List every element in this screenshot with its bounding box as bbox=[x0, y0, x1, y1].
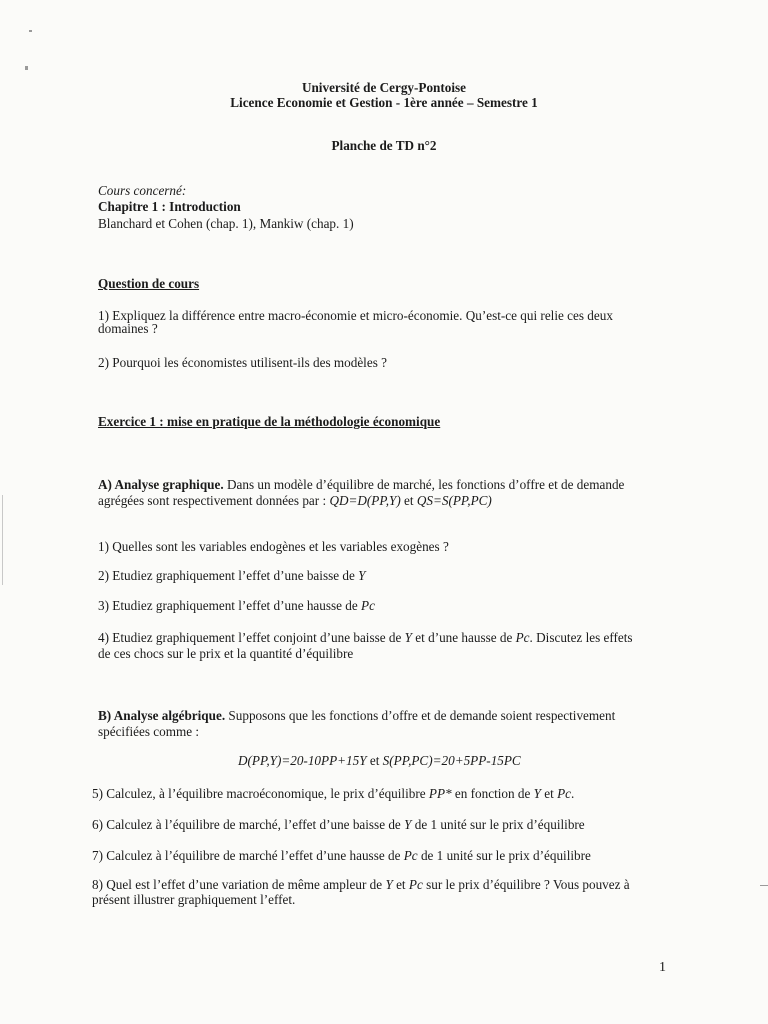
part-a-title: A) Analyse graphique. bbox=[98, 477, 224, 492]
q6-variable: Y bbox=[404, 817, 412, 832]
q5-text-d: . bbox=[571, 786, 575, 801]
course-chapter: Chapitre 1 : Introduction bbox=[98, 199, 241, 214]
q4-text-c: . Discutez les effets bbox=[529, 630, 633, 645]
university-name: Université de Cergy-Pontoise bbox=[301, 80, 467, 95]
part-b-intro-text: Supposons que les fonctions d’offre et de demande soient respectivement bbox=[225, 708, 616, 723]
supply-equation: S(PP,PC)=20+5PP-15PC bbox=[382, 753, 521, 768]
q5-variable: PP* bbox=[428, 786, 452, 801]
part-a-question-1: 1) Quelles sont les variables endogènes et les variables exogènes ? bbox=[98, 539, 449, 554]
scan-mark-left-dot bbox=[25, 66, 28, 70]
part-b-question-5 bbox=[92, 786, 574, 802]
q3-text: 3) Etudiez graphiquement l’effet d’une hausse de bbox=[98, 598, 362, 613]
q2-text: 2) Etudiez graphiquement l’effet d’une baisse de bbox=[98, 568, 359, 583]
part-a-intro-text: Dans un modèle d’équilibre de marché, les fonctions d’offre et de demande bbox=[223, 477, 625, 492]
scan-mark-left-edge bbox=[2, 495, 3, 585]
q5-text-a: 5) Calculez, à l’équilibre macroéconomique, le prix d’équilibre bbox=[92, 786, 429, 801]
demand-equation: D(PP,Y)=20-10PP+15Y bbox=[238, 753, 367, 768]
supply-formula: QS=S(PP,PC) bbox=[416, 493, 492, 508]
question-2: 2) Pourquoi les économistes utilisent-ils des modèles ? bbox=[98, 355, 387, 370]
part-a-intro-line-1 bbox=[98, 477, 624, 493]
q3-variable: Pc bbox=[361, 598, 375, 613]
part-a-intro-text-2: agrégées sont respectivement données par : bbox=[98, 493, 330, 508]
program-title: Licence Economie et Gestion - 1ère année – Semestre 1 bbox=[230, 95, 538, 110]
q5-variable-3: Pc bbox=[557, 786, 572, 801]
part-b-question-8-line-2: présent illustrer graphiquement l’effet. bbox=[92, 892, 296, 907]
page-number: 1 bbox=[659, 960, 666, 975]
scan-mark-left-top bbox=[29, 30, 32, 32]
q4-text-a: 4) Etudiez graphiquement l’effet conjoint d’une baisse de bbox=[98, 630, 405, 645]
part-b-intro-line-2: spécifiées comme : bbox=[98, 724, 200, 739]
q8-text-c: sur le prix d’équilibre ? Vous pouvez à bbox=[422, 877, 630, 892]
part-b-question-8-line-1 bbox=[92, 877, 630, 893]
q4-text-b: et d’une hausse de bbox=[411, 630, 516, 645]
formula-connector: et bbox=[400, 493, 417, 508]
q8-variable-2: Pc bbox=[408, 877, 423, 892]
q8-text-a: 8) Quel est l’effet d’une variation de même ampleur de bbox=[92, 877, 386, 892]
part-a-question-3 bbox=[98, 598, 375, 614]
q5-variable-2: Y bbox=[533, 786, 541, 801]
part-b-intro-line-1 bbox=[98, 708, 615, 724]
q5-text-b: en fonction de bbox=[451, 786, 534, 801]
q6-text-b: de 1 unité sur le prix d’équilibre bbox=[411, 817, 585, 832]
part-a-question-4-line-1 bbox=[98, 630, 633, 646]
part-a-question-4-line-2: de ces chocs sur le prix et la quantité d’équilibre bbox=[98, 646, 354, 661]
q7-variable: Pc bbox=[403, 848, 418, 863]
q8-text-b: et bbox=[392, 877, 409, 892]
question-de-cours-heading: Question de cours bbox=[98, 276, 200, 291]
q8-variable-1: Y bbox=[385, 877, 393, 892]
question-1-line-1: 1) Expliquez la différence entre macro-économie et micro-économie. Qu’est-ce qui relie ces deux bbox=[98, 308, 613, 323]
q2-variable: Y bbox=[358, 568, 366, 583]
scan-mark-right-edge bbox=[760, 885, 768, 886]
course-label: Cours concerné: bbox=[98, 183, 187, 198]
q4-variable-2: Pc bbox=[515, 630, 530, 645]
q7-text-b: de 1 unité sur le prix d’équilibre bbox=[417, 848, 591, 863]
equation-connector: et bbox=[366, 753, 383, 768]
part-b-title: B) Analyse algébrique. bbox=[98, 708, 226, 723]
part-b-question-6 bbox=[92, 817, 585, 833]
q4-variable-1: Y bbox=[404, 630, 412, 645]
exercice-1-heading: Exercice 1 : mise en pratique de la méthodologie économique bbox=[98, 414, 441, 429]
part-b-question-7 bbox=[92, 848, 591, 864]
part-a-intro-line-2 bbox=[98, 493, 492, 509]
q6-text-a: 6) Calculez à l’équilibre de marché, l’effet d’une baisse de bbox=[92, 817, 405, 832]
part-a-question-2 bbox=[98, 568, 365, 584]
q7-text-a: 7) Calculez à l’équilibre de marché l’effet d’une hausse de bbox=[92, 848, 404, 863]
part-b-equations bbox=[238, 753, 521, 769]
question-1-line-2: domaines ? bbox=[98, 321, 158, 336]
demand-formula: QD=D(PP,Y) bbox=[329, 493, 401, 508]
q5-text-c: et bbox=[540, 786, 558, 801]
sheet-title: Planche de TD n°2 bbox=[331, 138, 437, 153]
course-references: Blanchard et Cohen (chap. 1), Mankiw (chap. 1) bbox=[98, 216, 354, 231]
